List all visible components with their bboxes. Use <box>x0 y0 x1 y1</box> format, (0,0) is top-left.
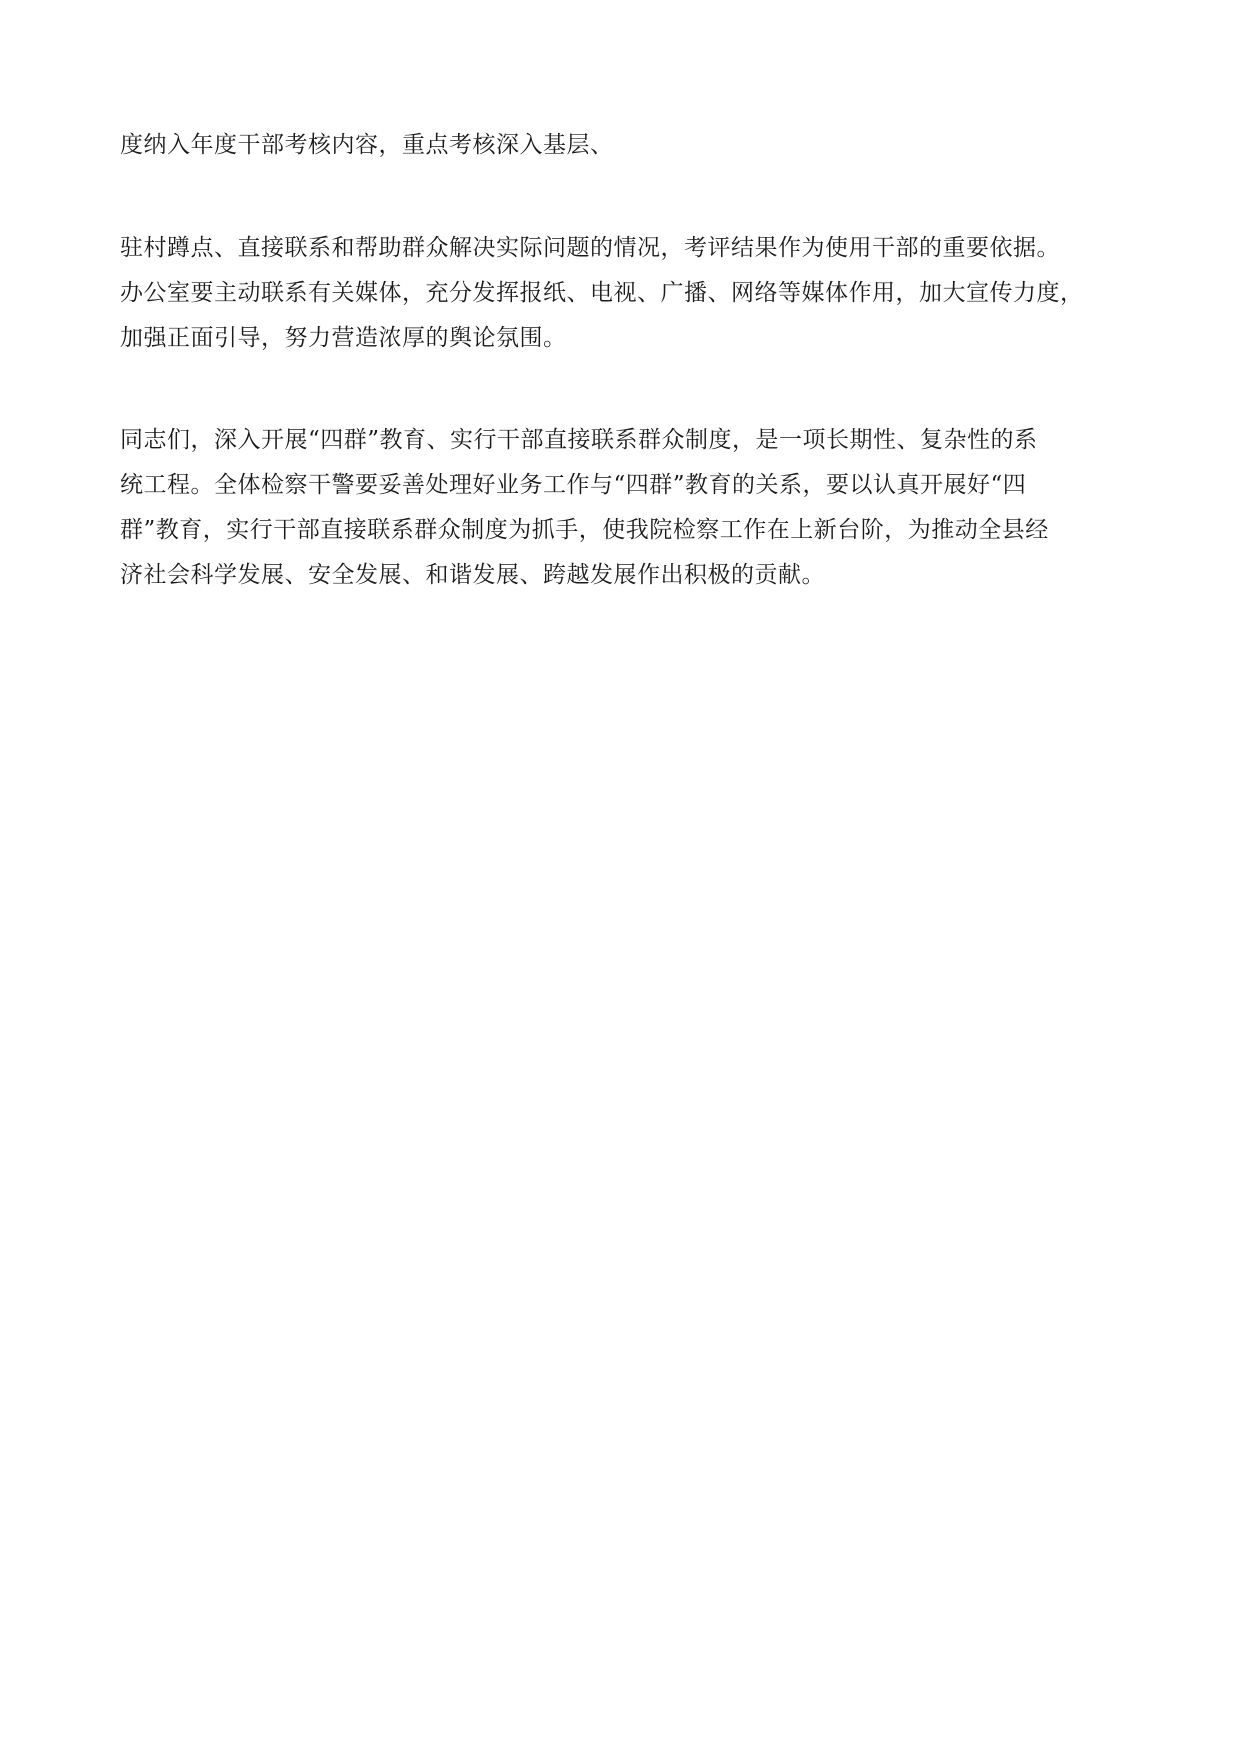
paragraph-3-line-4: 济社会科学发展、安全发展、和谐发展、跨越发展作出积极的贡献。 <box>120 562 825 588</box>
paragraph-3-line-2: 统工程。全体检察干警要妥善处理好业务工作与“四群”教育的关系，要以认真开展好“四 <box>120 472 1027 498</box>
paragraph-2-line-2: 办公室要主动联系有关媒体，充分发挥报纸、电视、广播、网络等媒体作用，加大宣传力度， <box>120 280 1084 306</box>
paragraph-3-line-3: 群”教育，实行干部直接联系群众制度为抓手，使我院检察工作在上新台阶，为推动全县经 <box>120 517 1049 543</box>
paragraph-1-line-1: 度纳入年度干部考核内容，重点考核深入基层、 <box>120 132 614 158</box>
paragraph-2-line-1: 驻村蹲点、直接联系和帮助群众解决实际问题的情况，考评结果作为使用干部的重要依据。 <box>120 235 1060 261</box>
paragraph-3-line-1: 同志们，深入开展“四群”教育、实行干部直接联系群众制度，是一项长期性、复杂性的系 <box>120 427 1038 453</box>
paragraph-2-line-3: 加强正面引导，努力营造浓厚的舆论氛围。 <box>120 325 567 351</box>
